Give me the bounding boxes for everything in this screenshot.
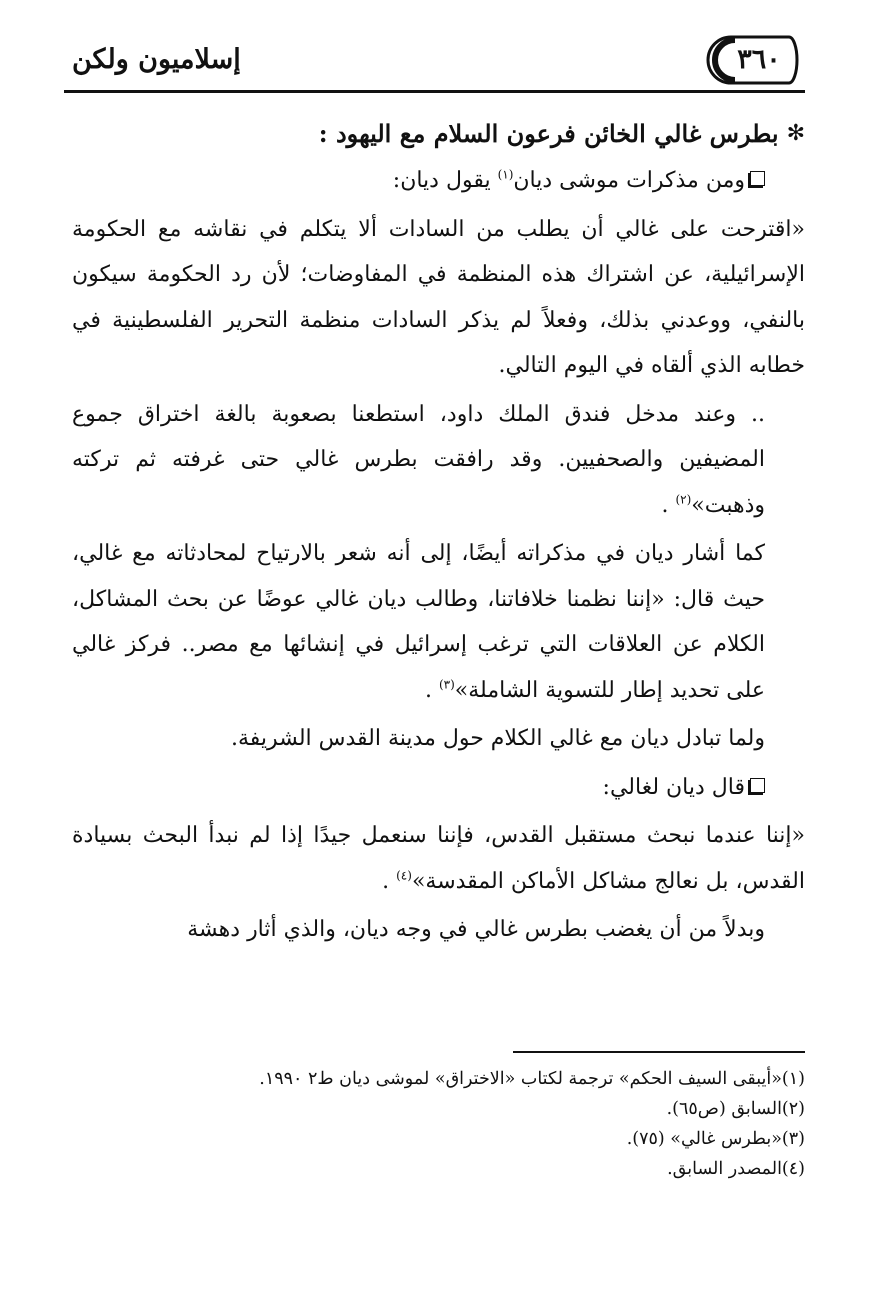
header-divider [64,90,805,93]
paragraph-4 [72,531,805,713]
footnote-ref-2: (٢) [675,492,692,507]
section-heading-text: بطرس غالي الخائن فرعون السلام مع اليهود : [318,119,779,148]
paragraph-6-text: قال ديان لغالي: [602,774,745,800]
footnote-3: (٣)«بطرس غالي» (٧٥). [626,1129,805,1149]
paragraph-3 [72,392,805,529]
paragraph-7 [72,813,805,904]
paragraph-2: «اقترحت على غالي أن يطلب من السادات ألا يتكلم في نقاشه مع الحكومة الإسرائيلية، عن اشتراك هذه المنظمة في المفاوضات؛ لأن رد الحكومة سيكون بالنفي، ووعدني بذلك، وفعلاً لم يذكر السادات منظمة التحرير الفلسطينية في خطابه الذي ألقاه في اليوم التالي. [72,216,805,378]
footnotes [72,1064,805,1184]
page-number-badge [705,34,805,86]
square-bullet-icon [750,778,765,793]
paragraph-7-tail: . [382,868,397,894]
paragraph-3-text: .. وعند مدخل فندق الملك داود، استطعنا بصعوبة بالغة اختراق جموع المضيفين والصحفيين. وقد رافقت بطرس غالي حتى غرفته ثم تركته وذهبت» [72,401,765,518]
paragraph-1-text: ومن مذكرات موشى ديان [513,168,745,193]
footnote-divider [513,1051,805,1053]
paragraph-1-tail: يقول ديان: [392,168,498,193]
section-heading [72,112,805,156]
square-bullet-icon [750,171,765,186]
page-number: ٣٦٠ [737,44,781,75]
paragraph-4-tail: . [424,677,439,703]
page-header [64,34,805,92]
footnote-ref-1: (١) [497,167,514,182]
footnote-ref-4: (٤) [396,868,412,883]
paragraph-1-body [393,158,745,204]
paragraph-4-text: كما أشار ديان في مذكراته أيضًا، إلى أنه شعر بالارتياح لمحادثاته مع غالي، حيث قال: «إننا نظمنا خلافاتنا، وطالب ديان غالي عوضًا عن بحث المشاكل، الكلام عن العلاقات التي ترغب إسرائيل في إنشائها مع مصر.. فركز غالي على تحديد إطار للتسوية الشاملة» [72,541,765,703]
footnote-4: (٤)المصدر السابق. [667,1159,805,1179]
paragraph-6 [72,765,805,811]
asterism-icon: ✻ [786,121,805,146]
book-title: إسلاميون ولكن [72,44,241,75]
paragraph-3-tail: . [661,492,676,518]
paragraph-8: وبدلاً من أن يغضب بطرس غالي في وجه ديان، والذي أثار دهشة [187,917,765,942]
footnote-1: (١)«أيبقى السيف الحكم» ترجمة لكتاب «الاختراق» لموشى ديان ط٢ ١٩٩٠. [259,1069,805,1089]
paragraph-5: ولما تبادل ديان مع غالي الكلام حول مدينة القدس الشريفة. [231,726,765,751]
paragraph-7-text: «إننا عندما نبحث مستقبل القدس، فإننا سنعمل جيدًا إذا لم نبدأ البحث بسيادة القدس، بل نعالج مشاكل الأماكن المقدسة» [72,823,805,894]
main-text [72,112,805,956]
paragraph-1 [72,158,805,204]
footnote-ref-3: (٣) [438,677,455,692]
footnote-2: (٢)السابق (ص٦٥). [666,1099,805,1119]
